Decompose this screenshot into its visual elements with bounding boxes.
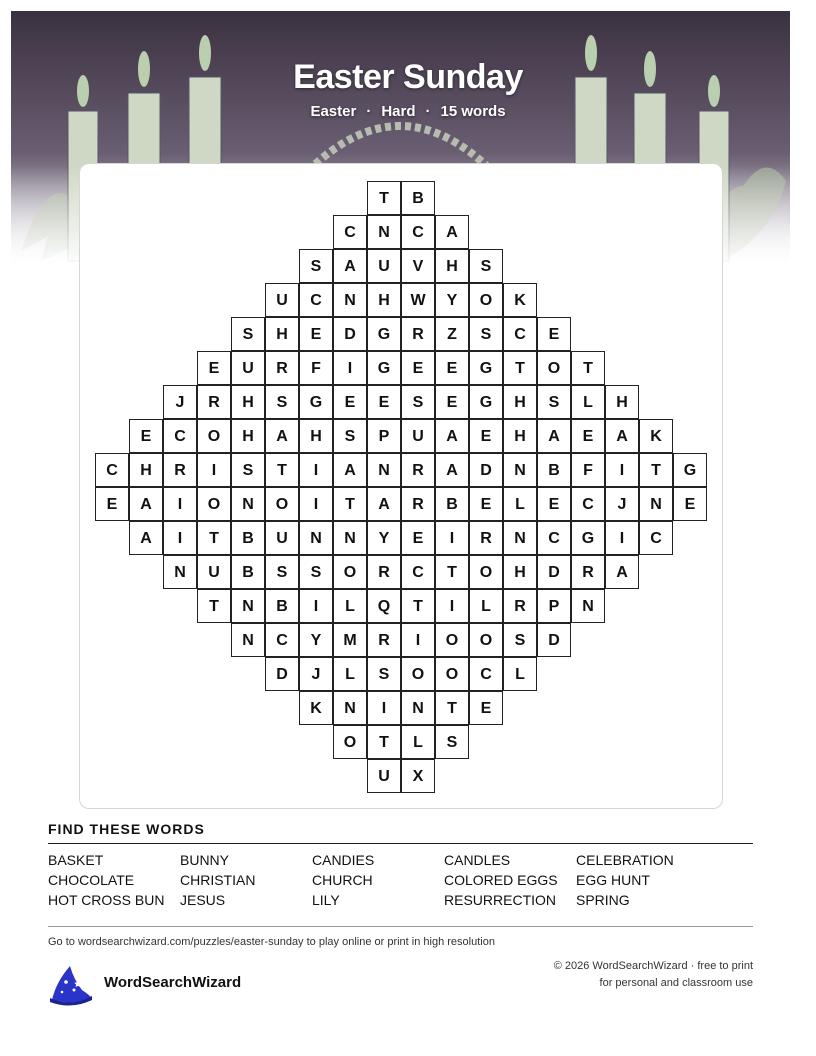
divider — [48, 843, 753, 844]
wizard-hat-icon — [48, 962, 94, 1006]
grid-cell[interactable]: R — [469, 521, 503, 555]
copyright-note: © 2026 WordSearchWizard · free to print for personal and classroom use — [553, 960, 753, 989]
grid-cell[interactable]: S — [435, 725, 469, 759]
grid-cell[interactable]: S — [299, 249, 333, 283]
grid-cell[interactable]: P — [537, 589, 571, 623]
grid-cell[interactable]: R — [571, 555, 605, 589]
grid-cell[interactable]: D — [537, 555, 571, 589]
grid-cell[interactable]: P — [367, 419, 401, 453]
grid-cell[interactable]: L — [571, 385, 605, 419]
grid-cell[interactable]: S — [503, 623, 537, 657]
grid-cell[interactable]: H — [231, 385, 265, 419]
grid-cell[interactable]: D — [265, 657, 299, 691]
grid-cell[interactable]: G — [571, 521, 605, 555]
page-title: Easter Sunday — [293, 58, 523, 96]
grid-cell[interactable]: E — [401, 351, 435, 385]
grid-cell[interactable]: R — [197, 385, 231, 419]
grid-cell[interactable]: Y — [435, 283, 469, 317]
grid-cell[interactable]: N — [333, 521, 367, 555]
grid-cell[interactable]: A — [605, 555, 639, 589]
grid-cell[interactable]: N — [401, 691, 435, 725]
grid-cell[interactable]: B — [231, 521, 265, 555]
grid-cell[interactable]: C — [299, 283, 333, 317]
grid-cell[interactable]: C — [639, 521, 673, 555]
grid-cell[interactable]: G — [673, 453, 707, 487]
grid-cell[interactable]: E — [95, 487, 129, 521]
grid-cell[interactable]: O — [197, 487, 231, 521]
grid-cell[interactable]: S — [469, 249, 503, 283]
word-list-item: SPRING — [576, 892, 630, 908]
grid-cell[interactable]: E — [469, 487, 503, 521]
grid-cell[interactable]: G — [469, 351, 503, 385]
grid-cell[interactable]: L — [503, 487, 537, 521]
word-list-item: CHRISTIAN — [180, 872, 256, 888]
word-list-heading: FIND THESE WORDS — [48, 821, 205, 837]
grid-cell[interactable]: C — [265, 623, 299, 657]
grid-cell[interactable]: E — [435, 351, 469, 385]
grid-cell[interactable]: T — [367, 725, 401, 759]
grid-cell[interactable]: C — [163, 419, 197, 453]
grid-cell[interactable]: S — [367, 657, 401, 691]
grid-cell[interactable]: L — [333, 657, 367, 691]
grid-cell[interactable]: A — [537, 419, 571, 453]
grid-cell[interactable]: N — [503, 453, 537, 487]
grid-cell[interactable]: U — [197, 555, 231, 589]
grid-cell[interactable]: A — [129, 521, 163, 555]
grid-cell[interactable]: S — [333, 419, 367, 453]
grid-cell[interactable]: H — [605, 385, 639, 419]
word-list-item: COLORED EGGS — [444, 872, 558, 888]
grid-cell[interactable]: R — [401, 453, 435, 487]
grid-cell[interactable]: G — [469, 385, 503, 419]
grid-cell[interactable]: R — [401, 487, 435, 521]
grid-cell[interactable]: B — [231, 555, 265, 589]
grid-cell[interactable]: C — [503, 317, 537, 351]
grid-cell[interactable]: S — [231, 453, 265, 487]
grid-cell[interactable]: B — [401, 181, 435, 215]
grid-cell[interactable]: O — [435, 657, 469, 691]
grid-cell[interactable]: N — [163, 555, 197, 589]
grid-cell[interactable]: C — [95, 453, 129, 487]
grid-cell[interactable]: U — [367, 759, 401, 793]
grid-cell[interactable]: U — [367, 249, 401, 283]
grid-cell[interactable]: O — [333, 555, 367, 589]
grid-cell[interactable]: H — [129, 453, 163, 487]
grid-cell[interactable]: N — [503, 521, 537, 555]
grid-cell[interactable]: I — [299, 487, 333, 521]
grid-cell[interactable]: K — [503, 283, 537, 317]
grid-cell[interactable]: E — [469, 691, 503, 725]
grid-cell[interactable]: H — [503, 555, 537, 589]
grid-cell[interactable]: H — [231, 419, 265, 453]
word-list-item: BUNNY — [180, 852, 230, 868]
grid-cell[interactable]: E — [537, 487, 571, 521]
grid-cell[interactable]: Y — [367, 521, 401, 555]
word-list-item: HOT CROSS BUN — [48, 892, 165, 908]
grid-cell[interactable]: U — [231, 351, 265, 385]
grid-cell[interactable]: I — [163, 487, 197, 521]
grid-cell[interactable]: E — [333, 385, 367, 419]
grid-cell[interactable]: N — [231, 623, 265, 657]
grid-cell[interactable]: I — [163, 521, 197, 555]
grid-cell[interactable]: H — [503, 385, 537, 419]
grid-cell[interactable]: S — [537, 385, 571, 419]
grid-cell[interactable]: D — [333, 317, 367, 351]
grid-cell[interactable]: K — [639, 419, 673, 453]
grid-cell[interactable]: X — [401, 759, 435, 793]
grid-cell[interactable]: I — [197, 453, 231, 487]
grid-cell[interactable]: T — [401, 589, 435, 623]
grid-cell[interactable]: K — [299, 691, 333, 725]
grid-cell[interactable]: N — [367, 453, 401, 487]
grid-cell[interactable]: A — [605, 419, 639, 453]
meta-separator: · — [425, 103, 431, 120]
grid-cell[interactable]: D — [469, 453, 503, 487]
grid-cell[interactable]: O — [197, 419, 231, 453]
grid-cell[interactable]: S — [401, 385, 435, 419]
grid-cell[interactable]: C — [333, 215, 367, 249]
grid-cell[interactable]: Z — [435, 317, 469, 351]
footer-note: Go to wordsearchwizard.com/puzzles/easter-sunday to play online or print in high resolution — [48, 936, 495, 948]
grid-cell[interactable]: J — [605, 487, 639, 521]
word-list-item: LILY — [312, 892, 340, 908]
grid-cell[interactable]: O — [469, 623, 503, 657]
grid-cell[interactable]: G — [299, 385, 333, 419]
grid-cell[interactable]: O — [469, 283, 503, 317]
grid-cell[interactable]: T — [639, 453, 673, 487]
grid-cell[interactable]: C — [537, 521, 571, 555]
grid-cell[interactable]: N — [367, 215, 401, 249]
grid-cell[interactable]: G — [367, 351, 401, 385]
meta-separator: · — [366, 103, 372, 120]
grid-cell[interactable]: C — [401, 215, 435, 249]
grid-cell[interactable]: Q — [367, 589, 401, 623]
grid-cell[interactable]: H — [299, 419, 333, 453]
grid-cell[interactable]: I — [367, 691, 401, 725]
grid-cell[interactable]: B — [435, 487, 469, 521]
grid-cell[interactable]: A — [435, 215, 469, 249]
grid-cell[interactable]: E — [571, 419, 605, 453]
grid-cell[interactable]: I — [401, 623, 435, 657]
puzzle-theme: Easter — [310, 103, 357, 120]
grid-cell[interactable]: B — [537, 453, 571, 487]
word-list-item: CHURCH — [312, 872, 373, 888]
grid-cell[interactable]: E — [299, 317, 333, 351]
grid-cell[interactable]: A — [333, 453, 367, 487]
grid-cell[interactable]: O — [537, 351, 571, 385]
grid-cell[interactable]: F — [571, 453, 605, 487]
grid-cell[interactable]: E — [673, 487, 707, 521]
grid-cell[interactable]: L — [401, 725, 435, 759]
grid-cell[interactable]: T — [435, 555, 469, 589]
word-list-item: CHOCOLATE — [48, 872, 135, 888]
grid-cell[interactable]: A — [435, 453, 469, 487]
puzzle-difficulty: Hard — [381, 103, 416, 120]
grid-cell[interactable]: H — [367, 283, 401, 317]
grid-cell[interactable]: H — [435, 249, 469, 283]
grid-cell[interactable]: D — [537, 623, 571, 657]
grid-cell[interactable]: B — [265, 589, 299, 623]
divider — [48, 926, 753, 927]
grid-cell[interactable]: E — [367, 385, 401, 419]
grid-cell[interactable]: C — [571, 487, 605, 521]
grid-cell[interactable]: N — [231, 589, 265, 623]
grid-cell[interactable]: J — [163, 385, 197, 419]
grid-cell[interactable]: T — [197, 521, 231, 555]
grid-cell[interactable]: U — [401, 419, 435, 453]
grid-cell[interactable]: E — [537, 317, 571, 351]
puzzle-meta — [0, 103, 816, 120]
grid-cell[interactable]: F — [299, 351, 333, 385]
grid-cell[interactable]: N — [639, 487, 673, 521]
grid-cell[interactable]: I — [299, 453, 333, 487]
grid-cell[interactable]: A — [265, 419, 299, 453]
puzzle-card — [79, 163, 723, 809]
grid-cell[interactable]: I — [605, 521, 639, 555]
puzzle-word-count: 15 words — [440, 103, 506, 120]
grid-cell[interactable]: Y — [299, 623, 333, 657]
grid-cell[interactable]: R — [503, 589, 537, 623]
grid-cell[interactable]: R — [163, 453, 197, 487]
grid-cell[interactable]: S — [265, 385, 299, 419]
grid-cell[interactable]: G — [367, 317, 401, 351]
grid-cell[interactable]: T — [333, 487, 367, 521]
word-list-item: BASKET — [48, 852, 104, 868]
word-list-item: CANDIES — [312, 852, 375, 868]
grid-cell[interactable]: N — [571, 589, 605, 623]
grid-cell[interactable]: L — [333, 589, 367, 623]
grid-cell[interactable]: T — [571, 351, 605, 385]
grid-cell[interactable]: N — [333, 691, 367, 725]
grid-cell[interactable]: A — [129, 487, 163, 521]
brand-name: WordSearchWizard — [104, 974, 242, 991]
grid-cell[interactable]: N — [299, 521, 333, 555]
grid-cell[interactable]: U — [265, 521, 299, 555]
word-list-item: EGG HUNT — [576, 872, 650, 888]
grid-cell[interactable]: L — [469, 589, 503, 623]
word-list-item: CELEBRATION — [576, 852, 674, 868]
grid-cell[interactable]: I — [299, 589, 333, 623]
grid-cell[interactable]: T — [503, 351, 537, 385]
grid-cell[interactable]: H — [503, 419, 537, 453]
grid-cell[interactable]: E — [435, 385, 469, 419]
grid-cell[interactable]: A — [367, 487, 401, 521]
grid-cell[interactable]: C — [469, 657, 503, 691]
grid-cell[interactable]: O — [265, 487, 299, 521]
grid-cell[interactable]: T — [435, 691, 469, 725]
grid-cell[interactable]: E — [469, 419, 503, 453]
grid-cell[interactable]: S — [299, 555, 333, 589]
grid-cell[interactable]: J — [299, 657, 333, 691]
grid-cell[interactable]: T — [197, 589, 231, 623]
word-list-item: CANDLES — [444, 852, 511, 868]
grid-cell[interactable]: R — [367, 623, 401, 657]
grid-cell[interactable]: I — [333, 351, 367, 385]
grid-cell[interactable]: E — [401, 521, 435, 555]
grid-cell[interactable]: T — [367, 181, 401, 215]
grid-cell[interactable]: S — [469, 317, 503, 351]
grid-cell[interactable]: W — [401, 283, 435, 317]
grid-cell[interactable]: T — [265, 453, 299, 487]
grid-cell[interactable]: N — [333, 283, 367, 317]
grid-cell[interactable]: I — [605, 453, 639, 487]
grid-cell[interactable]: S — [265, 555, 299, 589]
word-list-item: RESURRECTION — [444, 892, 557, 908]
grid-cell[interactable]: S — [231, 317, 265, 351]
grid-cell[interactable]: O — [469, 555, 503, 589]
grid-cell[interactable]: R — [401, 317, 435, 351]
grid-cell[interactable]: M — [333, 623, 367, 657]
grid-cell[interactable]: O — [333, 725, 367, 759]
grid-cell[interactable]: O — [401, 657, 435, 691]
grid-cell[interactable]: H — [265, 317, 299, 351]
grid-cell[interactable]: R — [367, 555, 401, 589]
grid-cell[interactable]: A — [333, 249, 367, 283]
grid-cell[interactable]: L — [503, 657, 537, 691]
grid-cell[interactable]: N — [231, 487, 265, 521]
grid-cell[interactable]: V — [401, 249, 435, 283]
grid-cell[interactable]: E — [129, 419, 163, 453]
grid-cell[interactable]: C — [401, 555, 435, 589]
grid-cell[interactable]: E — [197, 351, 231, 385]
grid-cell[interactable]: O — [435, 623, 469, 657]
grid-cell[interactable]: A — [435, 419, 469, 453]
grid-cell[interactable]: R — [265, 351, 299, 385]
grid-cell[interactable]: I — [435, 521, 469, 555]
grid-cell[interactable]: U — [265, 283, 299, 317]
word-list-item: JESUS — [180, 892, 226, 908]
grid-cell[interactable]: I — [435, 589, 469, 623]
